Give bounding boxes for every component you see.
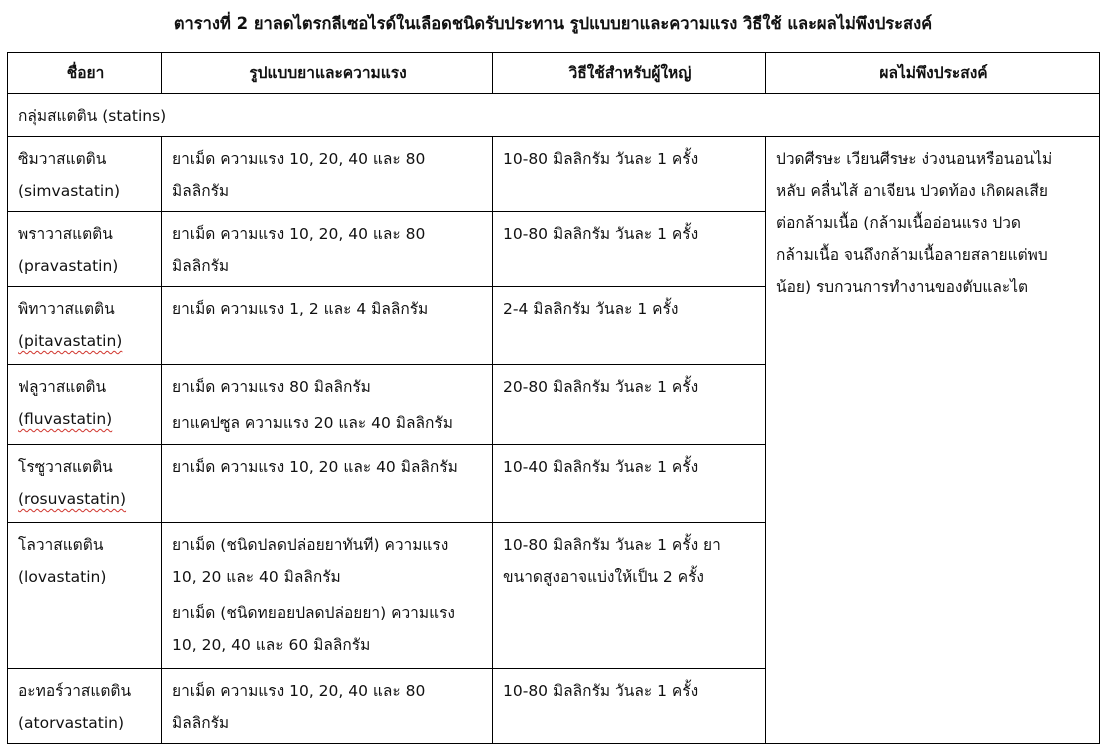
drug-name-english-text: (atorvastatin) (18, 714, 125, 732)
drug-table (7, 52, 1100, 744)
form-text-line: มิลลิกรัม (172, 257, 230, 275)
adverse-effects-line: กล้ามเนื้อ จนถึงกล้ามเนื้อลายสลายแต่พบ (776, 246, 1048, 264)
adverse-effects-line: น้อย) รบกวนการทำงานของตับและไต (776, 278, 1029, 296)
group-row (8, 94, 1100, 137)
adult-dose-cell (493, 287, 766, 365)
drug-name-english-text: (simvastatin) (18, 182, 121, 200)
drug-name-cell (8, 287, 162, 365)
dose-text-line: 10-80 มิลลิกรัม วันละ 1 ครั้ง (503, 682, 699, 700)
form-text-line: ยาเม็ด ความแรง 10, 20, 40 และ 80 (172, 150, 426, 168)
form-entry (172, 451, 484, 483)
adult-dose-cell (493, 669, 766, 744)
form-text-line: ยาเม็ด ความแรง 10, 20 และ 40 มิลลิกรัม (172, 458, 458, 476)
form-strength-cell (162, 669, 493, 744)
drug-name-english-text: (rosuvastatin) (18, 490, 127, 508)
drug-name-english (18, 175, 153, 207)
drug-name-thai: ฟลูวาสแตติน (18, 378, 107, 396)
form-entry (172, 143, 484, 207)
form-text-line: ยาเม็ด ความแรง 10, 20, 40 และ 80 (172, 682, 426, 700)
drug-name-english-text: (pravastatin) (18, 257, 119, 275)
form-entry (172, 529, 484, 593)
header-adverse-effects: ผลไม่พึงประสงค์ (766, 53, 1100, 94)
dose-text-line: 10-40 มิลลิกรัม วันละ 1 ครั้ง (503, 458, 699, 476)
adult-dose-cell (493, 445, 766, 523)
adverse-effects-line: หลับ คลื่นไส้ อาเจียน ปวดท้อง เกิดผลเสีย (776, 182, 1048, 200)
drug-name-english (18, 403, 153, 435)
form-text-line: มิลลิกรัม (172, 714, 230, 732)
drug-name-cell (8, 523, 162, 669)
drug-name-english-text: (lovastatin) (18, 568, 107, 586)
adverse-effects-line: ต่อกล้ามเนื้อ (กล้ามเนื้ออ่อนแรง ปวด (776, 214, 1021, 232)
header-adult-dose: วิธีใช้สำหรับผู้ใหญ่ (493, 53, 766, 94)
form-text-line: 10, 20, 40 และ 60 มิลลิกรัม (172, 636, 371, 654)
adult-dose-cell (493, 212, 766, 287)
adult-dose-cell (493, 365, 766, 445)
form-strength-cell (162, 445, 493, 523)
form-entry (172, 675, 484, 739)
drug-name-english (18, 483, 153, 515)
form-entry (172, 407, 484, 439)
drug-name-thai: ซิมวาสแตติน (18, 150, 107, 168)
drug-name-cell (8, 365, 162, 445)
form-entry (172, 371, 484, 403)
drug-name-english-text: (fluvastatin) (18, 410, 113, 428)
form-text-line: ยาเม็ด (ชนิดปลดปล่อยยาทันที) ความแรง (172, 536, 449, 554)
drug-name-cell (8, 445, 162, 523)
group-label: กลุ่มสแตติน (statins) (8, 94, 1100, 137)
dose-text-line: ขนาดสูงอาจแบ่งให้เป็น 2 ครั้ง (503, 568, 704, 586)
form-strength-cell (162, 287, 493, 365)
drug-name-english (18, 250, 153, 282)
dose-text-line: 10-80 มิลลิกรัม วันละ 1 ครั้ง (503, 225, 699, 243)
drug-name-english (18, 325, 153, 357)
form-text-line: 10, 20 และ 40 มิลลิกรัม (172, 568, 341, 586)
dose-text-line: 10-80 มิลลิกรัม วันละ 1 ครั้ง ยา (503, 536, 721, 554)
adverse-effects-cell (766, 137, 1100, 744)
drug-name-english-text: (pitavastatin) (18, 332, 123, 350)
header-row (8, 53, 1100, 94)
adverse-effects-line: ปวดศีรษะ เวียนศีรษะ ง่วงนอนหรือนอนไม่ (776, 150, 1053, 168)
drug-name-thai: พราวาสแตติน (18, 225, 113, 243)
form-text-line: ยาเม็ด ความแรง 1, 2 และ 4 มิลลิกรัม (172, 300, 429, 318)
form-strength-cell (162, 365, 493, 445)
drug-name-english (18, 561, 153, 593)
drug-name-thai: โลวาสแตติน (18, 536, 104, 554)
drug-name-cell (8, 669, 162, 744)
header-form-strength: รูปแบบยาและความแรง (162, 53, 493, 94)
table-title: ตารางที่ 2 ยาลดไตรกลีเซอไรด์ในเลือดชนิดรับประทาน รูปแบบยาและความแรง วิธีใช้ และผลไม่พึงประสงค์ (173, 14, 933, 33)
drug-name-thai: พิทาวาสแตติน (18, 300, 115, 318)
form-entry (172, 597, 484, 661)
adult-dose-cell (493, 523, 766, 669)
adult-dose-cell (493, 137, 766, 212)
form-text-line: มิลลิกรัม (172, 182, 230, 200)
form-entry (172, 293, 484, 325)
form-text-line: ยาเม็ด (ชนิดทยอยปลดปล่อยยา) ความแรง (172, 604, 455, 622)
dose-text-line: 20-80 มิลลิกรัม วันละ 1 ครั้ง (503, 378, 699, 396)
form-text-line: ยาเม็ด ความแรง 10, 20, 40 และ 80 (172, 225, 426, 243)
table-row (8, 137, 1100, 212)
header-drug-name: ชื่อยา (8, 53, 162, 94)
drug-name-thai: อะทอร์วาสแตติน (18, 682, 132, 700)
dose-text-line: 10-80 มิลลิกรัม วันละ 1 ครั้ง (503, 150, 699, 168)
dose-text-line: 2-4 มิลลิกรัม วันละ 1 ครั้ง (503, 300, 679, 318)
drug-name-cell (8, 137, 162, 212)
form-strength-cell (162, 212, 493, 287)
form-strength-cell (162, 523, 493, 669)
drug-name-cell (8, 212, 162, 287)
drug-name-thai: โรซูวาสแตติน (18, 458, 113, 476)
form-text-line: ยาแคปซูล ความแรง 20 และ 40 มิลลิกรัม (172, 414, 453, 432)
drug-name-english (18, 707, 153, 739)
form-text-line: ยาเม็ด ความแรง 80 มิลลิกรัม (172, 378, 371, 396)
form-entry (172, 218, 484, 282)
form-strength-cell (162, 137, 493, 212)
